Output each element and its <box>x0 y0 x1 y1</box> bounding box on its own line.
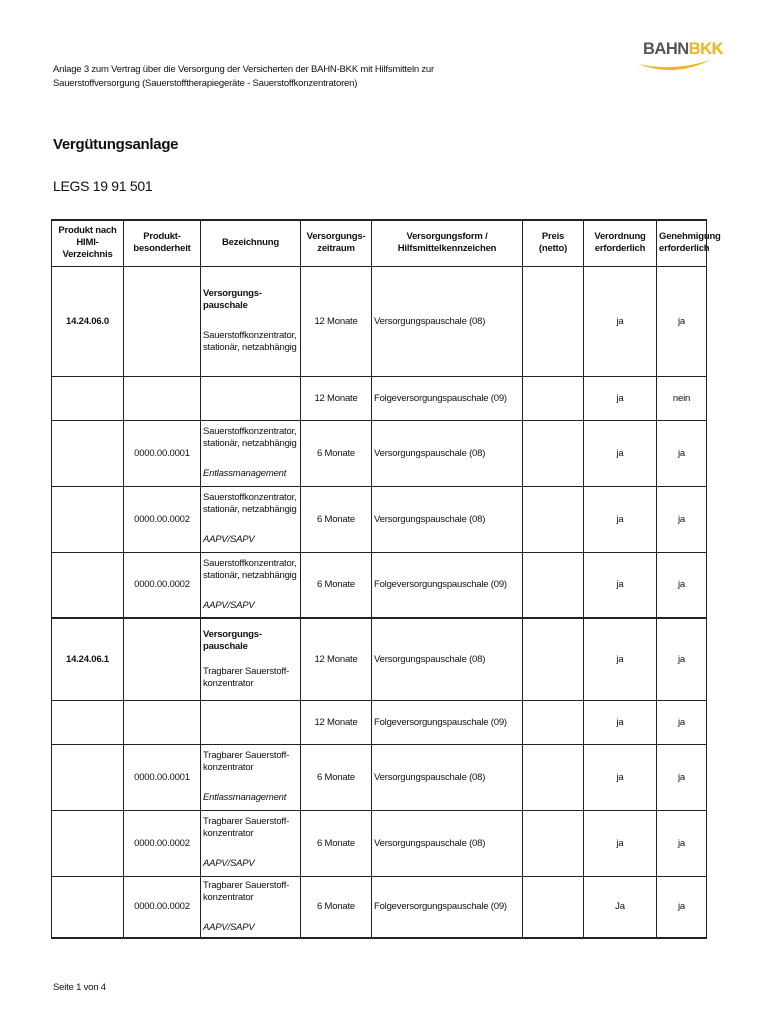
header-form: Versorgungsform / Hilfsmittelkennzeichen <box>372 220 523 266</box>
desc-text-line: stationär, netzabhängig <box>203 569 297 581</box>
cell-preis <box>523 376 584 420</box>
desc-text-line: konzentrator <box>203 677 254 689</box>
cell-bezeichnung <box>201 618 301 700</box>
cell-zeitraum: 12 Monate <box>301 618 372 700</box>
cell-bezeichnung <box>201 876 301 938</box>
header-bezeichnung: Bezeichnung <box>201 220 301 266</box>
header-preis: Preis (netto) <box>523 220 584 266</box>
cell-verordnung: ja <box>584 420 657 486</box>
table-header-row <box>52 220 707 266</box>
cell-verordnung: ja <box>584 810 657 876</box>
table-row <box>52 486 707 552</box>
cell-produkt <box>52 700 124 744</box>
page-title: Vergütungsanlage <box>53 136 179 153</box>
bahn-bkk-logo <box>636 36 723 78</box>
cell-form: Versorgungspauschale (08) <box>372 266 523 376</box>
intro-line-2: Sauerstoffversorgung (Sauerstofftherapiegeräte - Sauerstoffkonzentratoren) <box>53 78 358 89</box>
desc-text-line: Sauerstoffkonzentrator, <box>203 492 297 503</box>
cell-bezeichnung <box>201 486 301 552</box>
desc-text-line: Tragbarer Sauerstoff- <box>203 816 290 827</box>
desc-text-line: stationär, netzabhängig <box>203 342 297 353</box>
cell-form: Versorgungspauschale (08) <box>372 810 523 876</box>
cell-produkt: 14.24.06.1 <box>52 618 124 700</box>
desc-text-line: Tragbarer Sauerstoff- <box>203 665 290 677</box>
cell-besonderheit <box>124 266 201 376</box>
cell-zeitraum: 6 Monate <box>301 486 372 552</box>
cell-zeitraum: 12 Monate <box>301 376 372 420</box>
desc-text-line: stationär, netzabhängig <box>203 438 297 449</box>
cell-besonderheit: 0000.00.0002 <box>124 876 201 938</box>
desc-text-line: Tragbarer Sauerstoff- <box>203 750 290 761</box>
desc-text-line: Sauerstoffkonzentrator, <box>203 330 297 341</box>
header-produkt: Produkt nach HIMI-Verzeichnis <box>52 220 124 266</box>
logo-text-bahn: BAHN <box>643 40 689 58</box>
legs-code: LEGS 19 91 501 <box>53 178 153 194</box>
table-row <box>52 552 707 618</box>
table-row <box>52 700 707 744</box>
cell-form: Versorgungspauschale (08) <box>372 618 523 700</box>
cell-produkt <box>52 420 124 486</box>
cell-zeitraum: 6 Monate <box>301 744 372 810</box>
contract-intro <box>53 63 434 91</box>
desc-italic-line: Entlassmanagement <box>203 792 287 803</box>
cell-besonderheit: 0000.00.0002 <box>124 810 201 876</box>
cell-produkt <box>52 876 124 938</box>
desc-text-line: Tragbarer Sauerstoff- <box>203 879 290 891</box>
cell-verordnung: Ja <box>584 876 657 938</box>
cell-genehmigung: ja <box>657 618 707 700</box>
cell-form: Versorgungspauschale (08) <box>372 744 523 810</box>
cell-form: Folgeversorgungspauschale (09) <box>372 700 523 744</box>
desc-text-line: stationär, netzabhängig <box>203 504 297 515</box>
cell-zeitraum: 6 Monate <box>301 420 372 486</box>
cell-genehmigung: ja <box>657 876 707 938</box>
cell-preis <box>523 618 584 700</box>
cell-besonderheit <box>124 700 201 744</box>
cell-preis <box>523 744 584 810</box>
desc-italic-line: AAPV/SAPV <box>203 534 255 545</box>
remuneration-table <box>51 219 721 939</box>
cell-zeitraum: 12 Monate <box>301 266 372 376</box>
table-row <box>52 810 707 876</box>
cell-verordnung: ja <box>584 376 657 420</box>
cell-form: Folgeversorgungspauschale (09) <box>372 876 523 938</box>
cell-genehmigung: nein <box>657 376 707 420</box>
desc-text-line: konzentrator <box>203 762 254 773</box>
cell-form: Versorgungspauschale (08) <box>372 420 523 486</box>
desc-italic-line: AAPV/SAPV <box>203 599 255 611</box>
cell-verordnung: ja <box>584 618 657 700</box>
cell-preis <box>523 700 584 744</box>
header-genehmigung: Genehmigung erforderlich <box>657 220 707 266</box>
logo-text-bkk: BKK <box>688 40 723 58</box>
header-besonderheit: Produkt- besonderheit <box>124 220 201 266</box>
cell-genehmigung: ja <box>657 486 707 552</box>
desc-bold-line: pauschale <box>203 300 248 311</box>
table-row <box>52 420 707 486</box>
cell-besonderheit: 0000.00.0001 <box>124 420 201 486</box>
cell-preis <box>523 420 584 486</box>
cell-besonderheit: 0000.00.0001 <box>124 744 201 810</box>
header-zeitraum: Versorgungs- zeitraum <box>301 220 372 266</box>
table-row <box>52 376 707 420</box>
cell-genehmigung: ja <box>657 744 707 810</box>
desc-italic-line: AAPV/SAPV <box>203 921 255 933</box>
cell-verordnung: ja <box>584 552 657 618</box>
cell-preis <box>523 552 584 618</box>
desc-bold-line: Versorgungs- <box>203 628 262 640</box>
cell-produkt: 14.24.06.0 <box>52 266 124 376</box>
cell-zeitraum: 6 Monate <box>301 876 372 938</box>
cell-besonderheit <box>124 618 201 700</box>
cell-preis <box>523 876 584 938</box>
cell-genehmigung: ja <box>657 810 707 876</box>
header-verordnung: Verordnung erforderlich <box>584 220 657 266</box>
desc-bold-line: pauschale <box>203 640 248 652</box>
desc-text-line: Sauerstoffkonzentrator, <box>203 557 297 569</box>
intro-line-1: Anlage 3 zum Vertrag über die Versorgung der Versicherten der BAHN-BKK mit Hilfsmitteln zur <box>53 64 434 75</box>
cell-verordnung: ja <box>584 266 657 376</box>
cell-bezeichnung <box>201 552 301 618</box>
cell-genehmigung: ja <box>657 700 707 744</box>
cell-produkt <box>52 486 124 552</box>
cell-produkt <box>52 810 124 876</box>
desc-italic-line: AAPV/SAPV <box>203 858 255 869</box>
table-row <box>52 618 707 700</box>
cell-bezeichnung <box>201 700 301 744</box>
cell-form: Folgeversorgungspauschale (09) <box>372 376 523 420</box>
cell-zeitraum: 6 Monate <box>301 552 372 618</box>
logo-swoosh-icon <box>636 58 712 76</box>
cell-bezeichnung <box>201 266 301 376</box>
cell-form: Versorgungspauschale (08) <box>372 486 523 552</box>
cell-verordnung: ja <box>584 486 657 552</box>
desc-text-line: konzentrator <box>203 891 254 903</box>
desc-text-line: konzentrator <box>203 828 254 839</box>
cell-genehmigung: ja <box>657 266 707 376</box>
desc-italic-line: Entlassmanagement <box>203 468 287 479</box>
cell-preis <box>523 266 584 376</box>
table-row <box>52 876 707 938</box>
cell-bezeichnung <box>201 744 301 810</box>
cell-bezeichnung <box>201 420 301 486</box>
cell-preis <box>523 810 584 876</box>
cell-zeitraum: 6 Monate <box>301 810 372 876</box>
cell-produkt <box>52 376 124 420</box>
cell-produkt <box>52 744 124 810</box>
table-row <box>52 266 707 376</box>
cell-genehmigung: ja <box>657 420 707 486</box>
cell-genehmigung: ja <box>657 552 707 618</box>
cell-besonderheit: 0000.00.0002 <box>124 486 201 552</box>
page-number: Seite 1 von 4 <box>53 982 106 993</box>
cell-preis <box>523 486 584 552</box>
desc-bold-line: Versorgungs- <box>203 288 262 299</box>
cell-bezeichnung <box>201 376 301 420</box>
cell-bezeichnung <box>201 810 301 876</box>
cell-verordnung: ja <box>584 744 657 810</box>
cell-produkt <box>52 552 124 618</box>
table-row <box>52 744 707 810</box>
cell-form: Folgeversorgungspauschale (09) <box>372 552 523 618</box>
cell-verordnung: ja <box>584 700 657 744</box>
desc-text-line: Sauerstoffkonzentrator, <box>203 426 297 437</box>
cell-besonderheit <box>124 376 201 420</box>
cell-besonderheit: 0000.00.0002 <box>124 552 201 618</box>
cell-zeitraum: 12 Monate <box>301 700 372 744</box>
